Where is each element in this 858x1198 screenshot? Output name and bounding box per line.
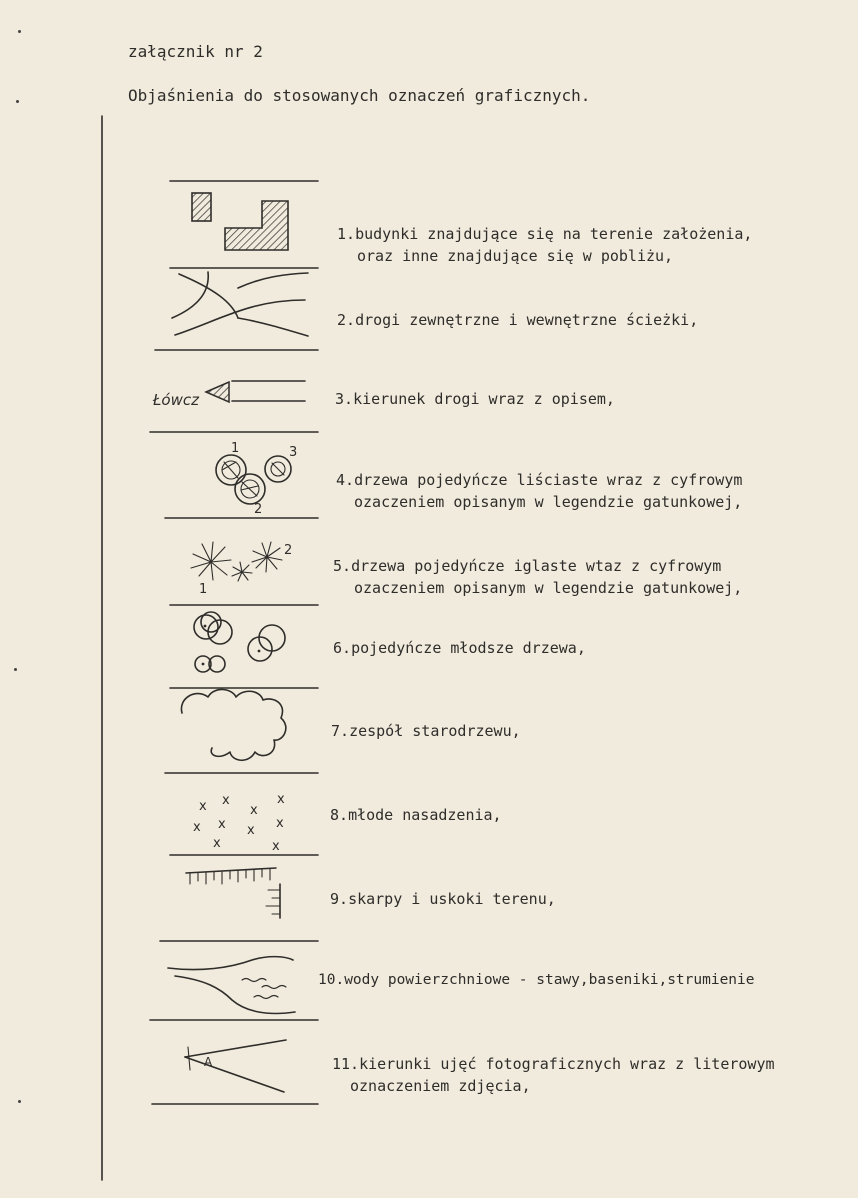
svg-text:x: x xyxy=(250,803,258,818)
tree-number-2: 2 xyxy=(254,502,263,517)
legend-text-11-line-2: oznaczeniem zdjęcia, xyxy=(350,1077,531,1095)
legend-text-1-line-2: oraz inne znajdujące się w pobliżu, xyxy=(357,247,674,265)
legend-text-1: 1.budynki znajdujące się na terenie założenia, xyxy=(337,225,753,243)
deciduous-trees-symbol xyxy=(216,441,297,517)
legend-text-6: 6.pojedyńcze młodsze drzewa, xyxy=(333,639,586,657)
legend-text-11: 11.kierunki ujęć fotograficznych wraz z literowym xyxy=(332,1055,775,1073)
legend-text-7: 7.zespół starodrzewu, xyxy=(331,722,521,740)
slopes-symbol xyxy=(186,868,280,918)
legend-text-3: 3.kierunek drogi wraz z opisem, xyxy=(335,390,615,408)
buildings-symbol xyxy=(192,193,288,250)
page-title: Objaśnienia do stosowanych oznaczeń graficznych. xyxy=(128,86,591,105)
coniferous-trees-symbol xyxy=(191,542,292,597)
legend-text-2: 2.drogi zewnętrzne i wewnętrzne ścieżki, xyxy=(337,311,699,329)
svg-text:x: x xyxy=(277,792,285,807)
roads-symbol xyxy=(172,272,308,336)
legend-text-5: 5.drzewa pojedyńcze iglaste wtaz z cyfrowym xyxy=(333,557,722,575)
svg-text:x: x xyxy=(218,817,226,832)
legend-text-9: 9.skarpy i uskoki terenu, xyxy=(330,890,556,908)
young-trees-symbol xyxy=(194,612,285,672)
photo-direction-symbol xyxy=(185,1040,286,1092)
legend-text-5-line-2: ozaczeniem opisanym w legendzie gatunkowej, xyxy=(354,579,743,597)
attachment-label: załącznik nr 2 xyxy=(128,42,263,61)
legend-text-8: 8.młode nasadzenia, xyxy=(330,806,502,824)
old-tree-stand-symbol xyxy=(181,689,285,760)
road-direction-symbol xyxy=(152,381,305,409)
svg-text:x: x xyxy=(222,793,230,808)
conifer-number-2: 2 xyxy=(284,543,293,558)
legend-text-4-line-2: ozaczeniem opisanym w legendzie gatunkowej, xyxy=(354,493,743,511)
svg-text:x: x xyxy=(272,839,280,854)
road-direction-label: Łówcz xyxy=(153,391,199,409)
svg-text:x: x xyxy=(247,823,255,838)
conifer-number-1: 1 xyxy=(199,582,208,597)
svg-text:x: x xyxy=(276,816,284,831)
legend-text-4: 4.drzewa pojedyńcze liściaste wraz z cyfrowym xyxy=(336,471,743,489)
legend-text-10: 10.wody powierzchniowe - stawy,baseniki,strumienie xyxy=(318,972,755,988)
svg-text:x: x xyxy=(193,820,201,835)
svg-text:x: x xyxy=(213,836,221,851)
tree-number-3: 3 xyxy=(289,445,298,460)
svg-text:x: x xyxy=(199,799,207,814)
tree-number-1: 1 xyxy=(231,441,240,456)
young-plantings-symbol xyxy=(193,792,285,854)
surface-water-symbol xyxy=(168,957,295,1014)
photo-letter-label: A xyxy=(204,1055,213,1069)
